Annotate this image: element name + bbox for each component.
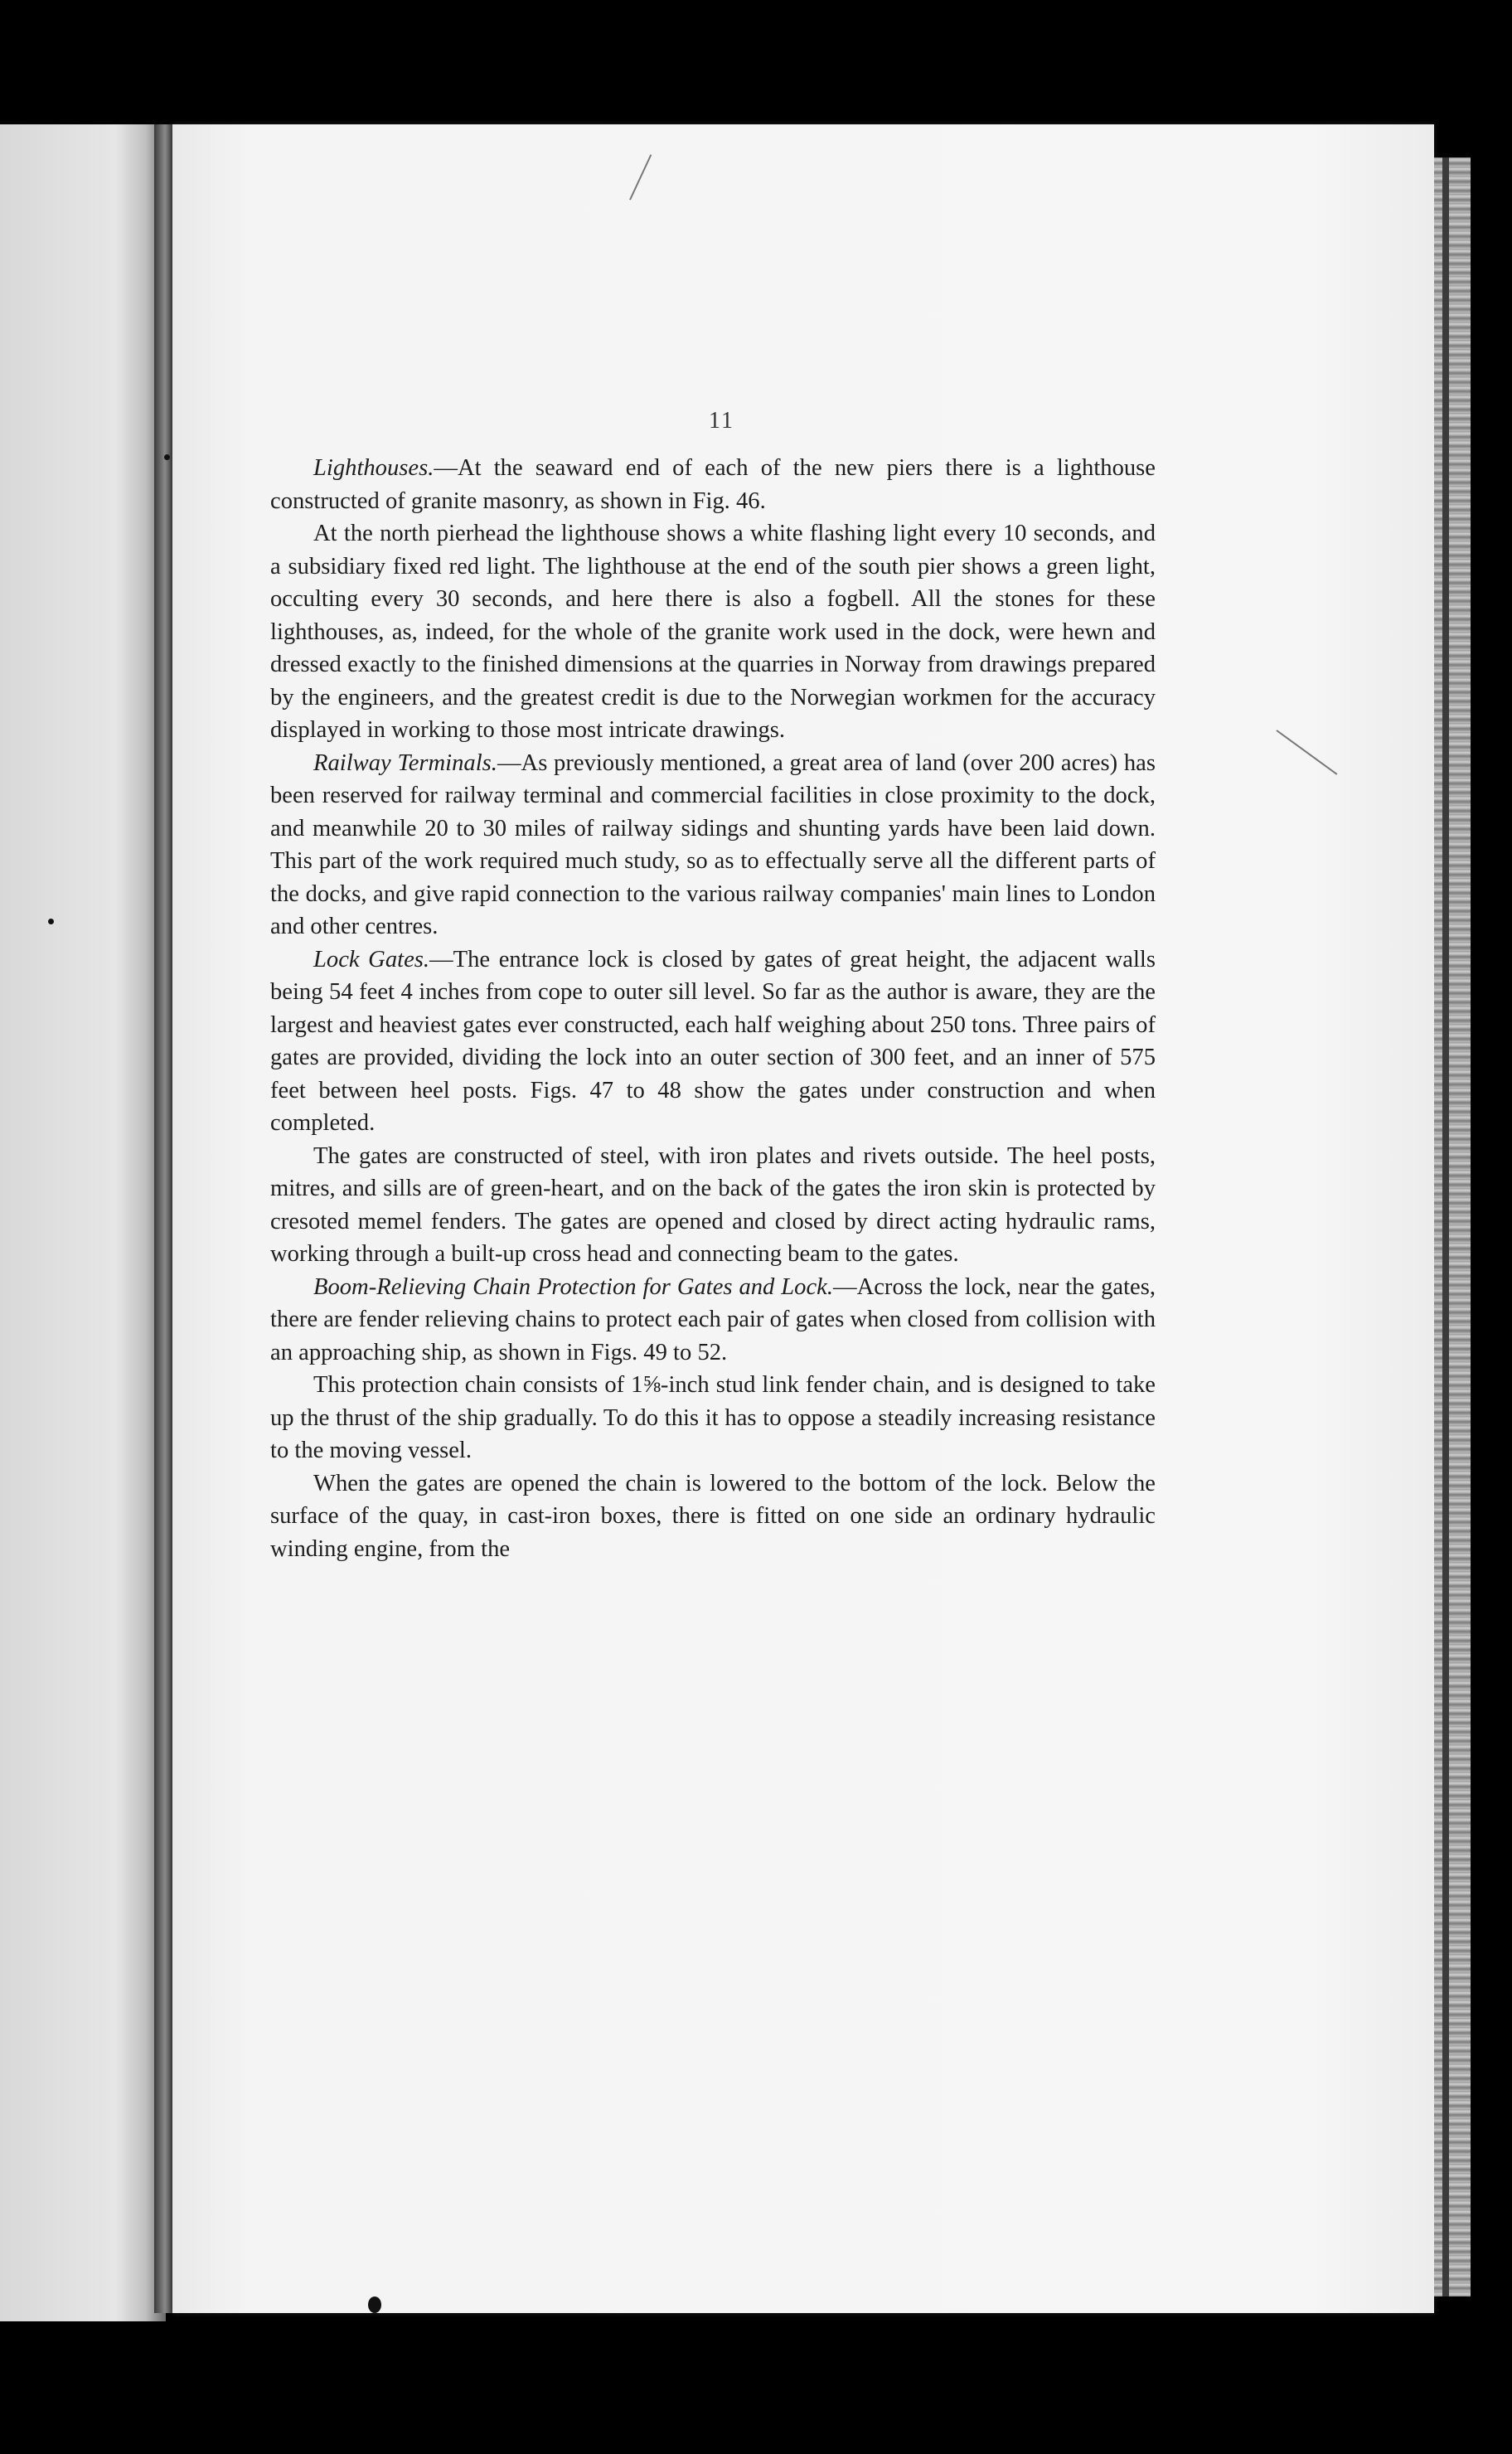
page-stack-edge	[1434, 158, 1471, 2296]
paragraph-protection-chain	[270, 1369, 1156, 1467]
paragraph-boom-relieving-chain	[270, 1271, 1156, 1370]
page-stack-shadow	[1442, 158, 1449, 2296]
body-text	[270, 452, 1156, 1565]
section-heading: Boom-Relieving Chain Protection for Gates and Lock.	[313, 1273, 833, 1300]
paragraph-text: —At the seaward end of each of the new piers there is a lighthouse constructed of granite masonry, as shown in Fig. 46.	[270, 455, 1156, 514]
paragraph-gate-construction	[270, 1140, 1156, 1271]
section-heading: Lock Gates.	[313, 946, 430, 972]
paragraph-chain-lowering	[270, 1467, 1156, 1566]
paragraph-text: At the north pierhead the lighthouse shows a white flashing light every 10 seconds, and a subsidiary fixed red light. The lighthouse at the end of the south pier shows a green light, occulting every 30 seconds, and here there is also a fogbell. All the stones for these lighthouses, as, indeed, for the whole of the granite work used in the dock, were hewn and dressed exactly to the finished dimensions at the quarries in Norway from drawings prepared by the engineers, and the greatest credit is due to the Norwegian workmen for the accuracy displayed in working to those most intricate drawings.	[270, 521, 1156, 743]
paragraph-lighthouses	[270, 452, 1156, 517]
paragraph-text: —As previously mentioned, a great area of land (over 200 acres) has been reserved for railway terminal and commercial facilities in close proximity to the dock, and meanwhile 20 to 30 miles of railway sidings and shunting yards have been laid down. This part of the work required much study, so as to effectually serve all the different parts of the docks, and give rapid connection to the various railway companies' main lines to London and other centres.	[270, 749, 1156, 939]
page-number: 11	[709, 408, 734, 434]
paragraph-lock-gates	[270, 943, 1156, 1140]
dust-speck	[164, 454, 170, 460]
paragraph-text: This protection chain consists of 1⅝-inch stud link fender chain, and is designed to take up the thrust of the ship gradually. To do this it has to oppose a steadily increasing resistance to the moving vessel.	[270, 1372, 1156, 1463]
dust-speck	[368, 2296, 381, 2313]
paragraph-railway-terminals	[270, 747, 1156, 943]
paragraph-text: When the gates are opened the chain is lowered to the bottom of the lock. Below the surface of the quay, in cast-iron boxes, there is fitted on one side an ordinary hydraulic winding engine, from the	[270, 1470, 1156, 1562]
paragraph-text: The gates are constructed of steel, with iron plates and rivets outside. The heel posts, mitres, and sills are of green-heart, and on the back of the gates the iron skin is protected by cresoted memel fenders. The gates are opened and closed by direct acting hydraulic rams, working through a built-up cross head and connecting beam to the gates.	[270, 1142, 1156, 1267]
dust-speck	[48, 919, 54, 924]
paragraph-text: —Across the lock, near the gates, there are fender relieving chains to protect each pair of gates when closed from collision with an approaching ship, as shown in Figs. 49 to 52.	[270, 1273, 1156, 1365]
section-heading: Lighthouses.	[313, 455, 434, 481]
paragraph-text: —The entrance lock is closed by gates of great height, the adjacent walls being 54 feet 4 inches from cope to outer sill level. So far as the author is aware, they are the largest and heaviest gates ever constructed, each half weighing about 250 tons. Three pairs of gates are provided, dividing the lock into an outer section of 300 feet, and an inner of 575 feet between heel posts. Figs. 47 to 48 show the gates under construction and when completed.	[270, 946, 1156, 1136]
facing-page-edge	[0, 124, 166, 2321]
paragraph-lighthouse-details	[270, 517, 1156, 747]
section-heading: Railway Terminals.	[313, 749, 497, 776]
